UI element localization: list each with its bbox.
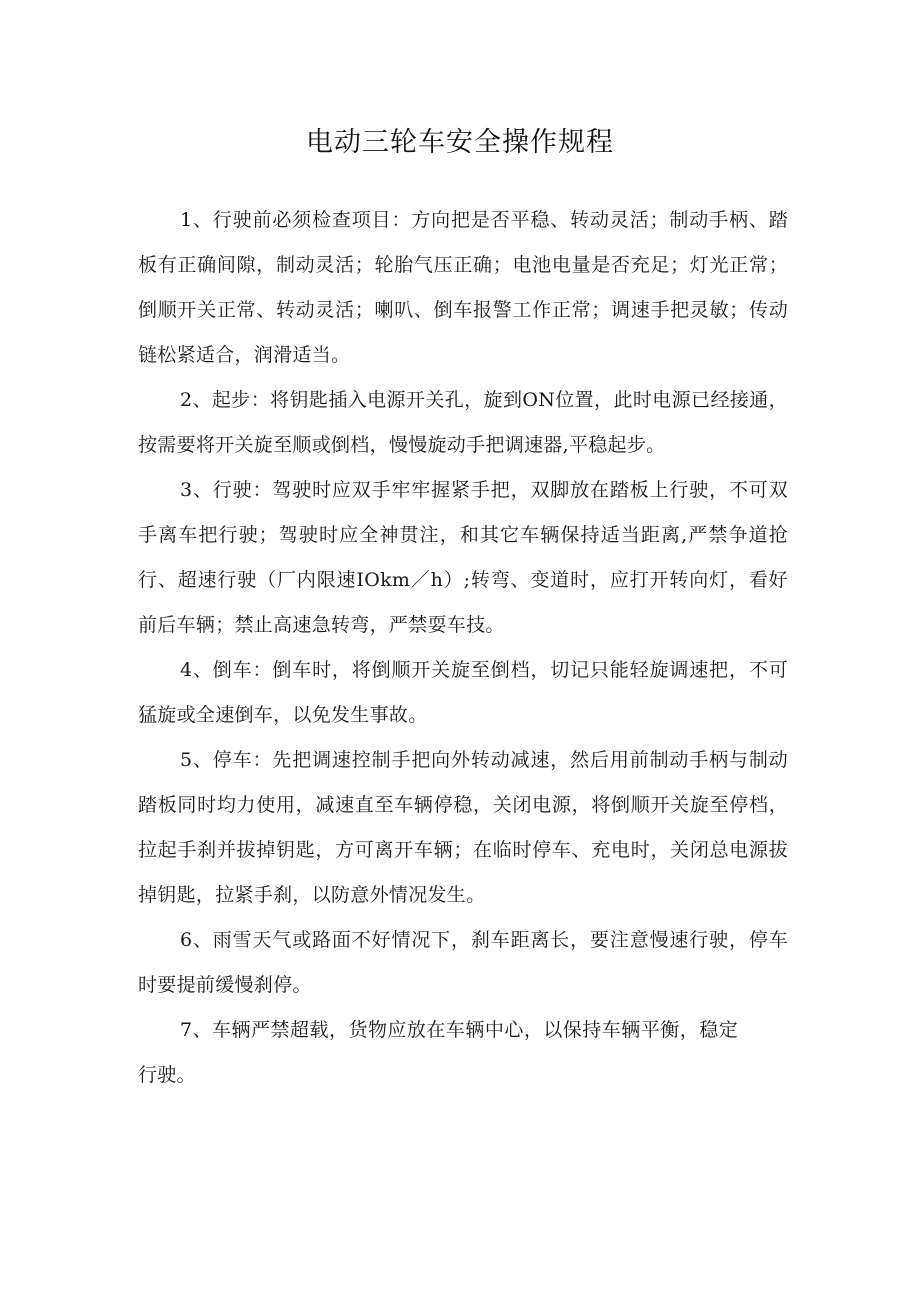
paragraph-pre-drive-check: 1、行驶前必须检查项目：方向把是否平稳、转动灵活；制动手柄、踏板有正确间隙，制动灵活；轮胎气压正确；电池电量是否充足；灯光正常；倒顺开关正常、转动灵活；喇叭、倒车报警工作正常；调速手把灵敏；传动链松紧适合，润滑适当。: [138, 209, 788, 366]
paragraph-bad-weather: 6、雨雪天气或路面不好情况下，刹车距离长，要注意慢速行驶，停车时要提前缓慢刹停。: [138, 929, 788, 996]
paragraph-no-overload: 7、车辆严禁超载，货物应放在车辆中心，以保持车辆平衡，稳定行驶。: [138, 1019, 738, 1086]
paragraph-reversing: 4、倒车：倒车时，将倒顺开关旋至倒档，切记只能轻旋调速把，不可猛旋或全速倒车，以免发生事故。: [138, 659, 788, 726]
paragraph-start: 2、起步：将钥匙插入电源开关孔，旋到ON位置，此时电源已经接通，按需要将开关旋至顺或倒档，慢慢旋动手把调速器,平稳起步。: [138, 389, 788, 456]
document-body: [138, 198, 788, 1098]
paragraph-driving: 3、行驶：驾驶时应双手牢牢握紧手把，双脚放在踏板上行驶，不可双手离车把行驶；驾驶时应全神贯注，和其它车辆保持适当距离,严禁争道抢行、超速行驶（厂内限速IOkm／h）;转弯、变道时，应打开转向灯，看好前后车辆；禁止高速急转弯，严禁耍车技。: [138, 479, 788, 636]
document-title: 电动三轮车安全操作规程: [306, 127, 614, 158]
paragraph-parking: 5、停车：先把调速控制手把向外转动减速，然后用前制动手柄与制动踏板同时均力使用，减速直至车辆停稳，关闭电源，将倒顺开关旋至停档，拉起手刹并拔掉钥匙，方可离开车辆；在临时停车、充电时，关闭总电源拔掉钥匙，拉紧手刹，以防意外情况发生。: [138, 749, 788, 906]
